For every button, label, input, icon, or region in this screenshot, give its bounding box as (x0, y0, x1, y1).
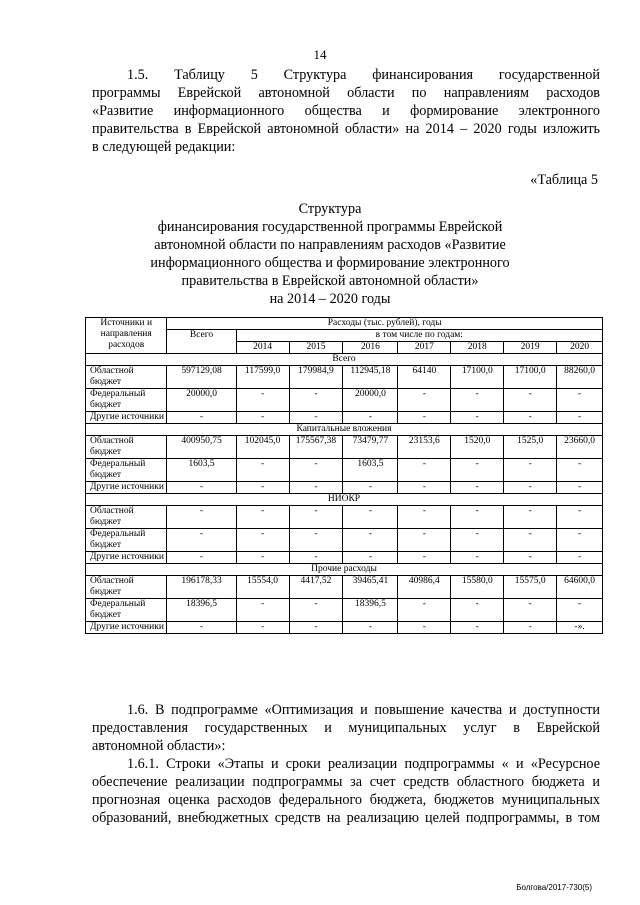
text-line: 1.5. Таблицу 5 Структура финансирования государственной (127, 67, 600, 83)
section-row (86, 564, 603, 576)
value-cell: - (236, 506, 289, 529)
section-title: Прочие расходы (86, 564, 603, 576)
value-cell: - (343, 552, 398, 564)
value-cell: 23153,6 (398, 436, 451, 459)
value-cell: - (451, 529, 504, 552)
source-cell: Другие источники (86, 552, 167, 564)
table-row (86, 576, 603, 599)
text-line: автономной области»: (92, 738, 226, 754)
paragraph-1-6-1 (92, 755, 600, 827)
text-line: правительства в Еврейской автономной области» на 2014 – 2020 годы изложить (92, 121, 600, 137)
source-cell: Другие источники (86, 622, 167, 634)
table-row (86, 389, 603, 412)
title-line: информационного общества и формирование электронного (150, 255, 510, 271)
header-year: 2016 (343, 342, 398, 354)
text-line: 1.6.1. Строки «Этапы и сроки реализации подпрограммы « и «Ресурсное (127, 756, 600, 772)
table-row (86, 529, 603, 552)
source-cell: Другие источники (86, 482, 167, 494)
value-cell: - (236, 529, 289, 552)
header-year: 2019 (504, 342, 557, 354)
value-cell: - (451, 389, 504, 412)
value-cell: 15575,0 (504, 576, 557, 599)
header-year: 2014 (236, 342, 289, 354)
value-cell: - (289, 459, 343, 482)
value-cell: 73479,77 (343, 436, 398, 459)
value-cell: - (451, 599, 504, 622)
value-cell: - (343, 529, 398, 552)
value-cell: 88260,0 (557, 366, 603, 389)
value-cell: 18396,5 (343, 599, 398, 622)
value-cell: 1603,5 (167, 459, 236, 482)
table-title (140, 200, 520, 308)
value-cell: - (504, 412, 557, 424)
source-cell: Федеральный бюджет (86, 459, 167, 482)
text-line: в следующей редакции: (92, 139, 236, 155)
value-cell: - (557, 552, 603, 564)
value-cell: - (167, 506, 236, 529)
source-cell: Областной бюджет (86, 366, 167, 389)
value-cell: - (289, 506, 343, 529)
value-cell: -». (557, 622, 603, 634)
header-year: 2020 (557, 342, 603, 354)
value-cell: - (398, 459, 451, 482)
value-cell: - (343, 506, 398, 529)
value-cell: - (289, 552, 343, 564)
value-cell: - (504, 459, 557, 482)
section-title: НИОКР (86, 494, 603, 506)
title-line: на 2014 – 2020 годы (269, 291, 391, 307)
value-cell: - (557, 599, 603, 622)
value-cell: - (398, 552, 451, 564)
value-cell: - (398, 389, 451, 412)
value-cell: 64140 (398, 366, 451, 389)
value-cell: - (504, 529, 557, 552)
table-row (86, 599, 603, 622)
table-label: «Таблица 5 (530, 172, 598, 188)
section-title: Капитальные вложения (86, 424, 603, 436)
text-line: прогнозная оценка расходов федерального бюджета, бюджетов муниципальных (92, 792, 600, 808)
header-year: 2015 (289, 342, 343, 354)
table-row (86, 366, 603, 389)
value-cell: 400950,75 (167, 436, 236, 459)
value-cell: - (289, 599, 343, 622)
value-cell: - (557, 389, 603, 412)
table-body (86, 354, 603, 634)
table-row (86, 552, 603, 564)
header-expenses: Расходы (тыс. рублей), годы (167, 318, 603, 330)
value-cell: - (289, 622, 343, 634)
text-line: «Развитие информационного общества и формирование электронного (92, 103, 600, 119)
value-cell: - (236, 599, 289, 622)
title-line: автономной области по направлениям расходов «Развитие (154, 237, 506, 253)
value-cell: 196178,33 (167, 576, 236, 599)
table-row (86, 506, 603, 529)
value-cell: - (343, 412, 398, 424)
value-cell: - (236, 412, 289, 424)
value-cell: - (398, 529, 451, 552)
value-cell: 40986,4 (398, 576, 451, 599)
value-cell: - (167, 552, 236, 564)
text-line: обеспечение реализации подпрограммы за счет средств областного бюджета и (92, 774, 600, 790)
value-cell: 117599,0 (236, 366, 289, 389)
value-cell: 20000,0 (343, 389, 398, 412)
value-cell: - (451, 622, 504, 634)
table-row (86, 412, 603, 424)
paragraph-1-5 (92, 66, 600, 156)
value-cell: - (289, 412, 343, 424)
value-cell: 17100,0 (504, 366, 557, 389)
header-year: 2017 (398, 342, 451, 354)
financing-table (85, 317, 603, 634)
section-title: Всего (86, 354, 603, 366)
section-row (86, 424, 603, 436)
value-cell: 39465,41 (343, 576, 398, 599)
value-cell: 102045,0 (236, 436, 289, 459)
value-cell: - (236, 459, 289, 482)
value-cell: - (289, 529, 343, 552)
value-cell: 4417,52 (289, 576, 343, 599)
value-cell: - (504, 599, 557, 622)
value-cell: - (451, 482, 504, 494)
value-cell: - (398, 622, 451, 634)
table-row (86, 436, 603, 459)
value-cell: 20000,0 (167, 389, 236, 412)
source-cell: Федеральный бюджет (86, 389, 167, 412)
value-cell: - (236, 482, 289, 494)
value-cell: - (504, 506, 557, 529)
value-cell: 15554,0 (236, 576, 289, 599)
title-line: правительства в Еврейской автономной области» (181, 273, 479, 289)
value-cell: 64600,0 (557, 576, 603, 599)
header-by-years: в том числе по годам: (236, 330, 602, 342)
value-cell: - (398, 599, 451, 622)
value-cell: 23660,0 (557, 436, 603, 459)
value-cell: - (504, 482, 557, 494)
section-row (86, 354, 603, 366)
source-cell: Областной бюджет (86, 506, 167, 529)
value-cell: - (167, 622, 236, 634)
value-cell: - (557, 506, 603, 529)
value-cell: - (167, 529, 236, 552)
value-cell: - (398, 506, 451, 529)
value-cell: - (451, 459, 504, 482)
value-cell: - (343, 622, 398, 634)
value-cell: - (289, 482, 343, 494)
value-cell: 18396,5 (167, 599, 236, 622)
value-cell: - (451, 552, 504, 564)
value-cell: - (451, 412, 504, 424)
value-cell: 597129,08 (167, 366, 236, 389)
value-cell: - (557, 529, 603, 552)
value-cell: - (289, 389, 343, 412)
value-cell: - (557, 459, 603, 482)
paragraph-1-6 (92, 701, 600, 755)
header-sources: Источники и направления расходов (86, 318, 167, 354)
title-line: финансирования государственной программы Еврейской (157, 219, 503, 235)
text-line: образований, внебюджетных средств на реализацию целей подпрограммы, в том (92, 810, 600, 826)
value-cell: 1525,0 (504, 436, 557, 459)
header-total: Всего (167, 330, 236, 354)
source-cell: Областной бюджет (86, 436, 167, 459)
value-cell: - (504, 622, 557, 634)
value-cell: - (167, 412, 236, 424)
value-cell: 1603,5 (343, 459, 398, 482)
value-cell: 17100,0 (451, 366, 504, 389)
value-cell: 112945,18 (343, 366, 398, 389)
text-line: предоставления государственных и муниципальных услуг в Еврейской (92, 720, 600, 736)
header-year: 2018 (451, 342, 504, 354)
value-cell: - (236, 389, 289, 412)
value-cell: - (398, 482, 451, 494)
title-line: Структура (298, 201, 362, 217)
value-cell: - (343, 482, 398, 494)
source-cell: Другие источники (86, 412, 167, 424)
table-row (86, 622, 603, 634)
document-footer: Болгова/2017-730(5) (516, 883, 592, 892)
value-cell: - (236, 622, 289, 634)
value-cell: - (504, 389, 557, 412)
source-cell: Областной бюджет (86, 576, 167, 599)
value-cell: - (557, 412, 603, 424)
value-cell: - (167, 482, 236, 494)
value-cell: - (451, 506, 504, 529)
text-line: программы Еврейской автономной области по направлениям расходов (92, 85, 600, 101)
value-cell: - (398, 412, 451, 424)
value-cell: - (557, 482, 603, 494)
value-cell: 179984,9 (289, 366, 343, 389)
section-row (86, 494, 603, 506)
table-row (86, 459, 603, 482)
value-cell: - (236, 552, 289, 564)
value-cell: 175567,38 (289, 436, 343, 459)
value-cell: 15580,0 (451, 576, 504, 599)
source-cell: Федеральный бюджет (86, 529, 167, 552)
source-cell: Федеральный бюджет (86, 599, 167, 622)
table-row (86, 482, 603, 494)
value-cell: 1520,0 (451, 436, 504, 459)
page-number: 14 (313, 47, 327, 62)
value-cell: - (504, 552, 557, 564)
text-line: 1.6. В подпрограмме «Оптимизация и повышение качества и доступности (127, 702, 600, 718)
